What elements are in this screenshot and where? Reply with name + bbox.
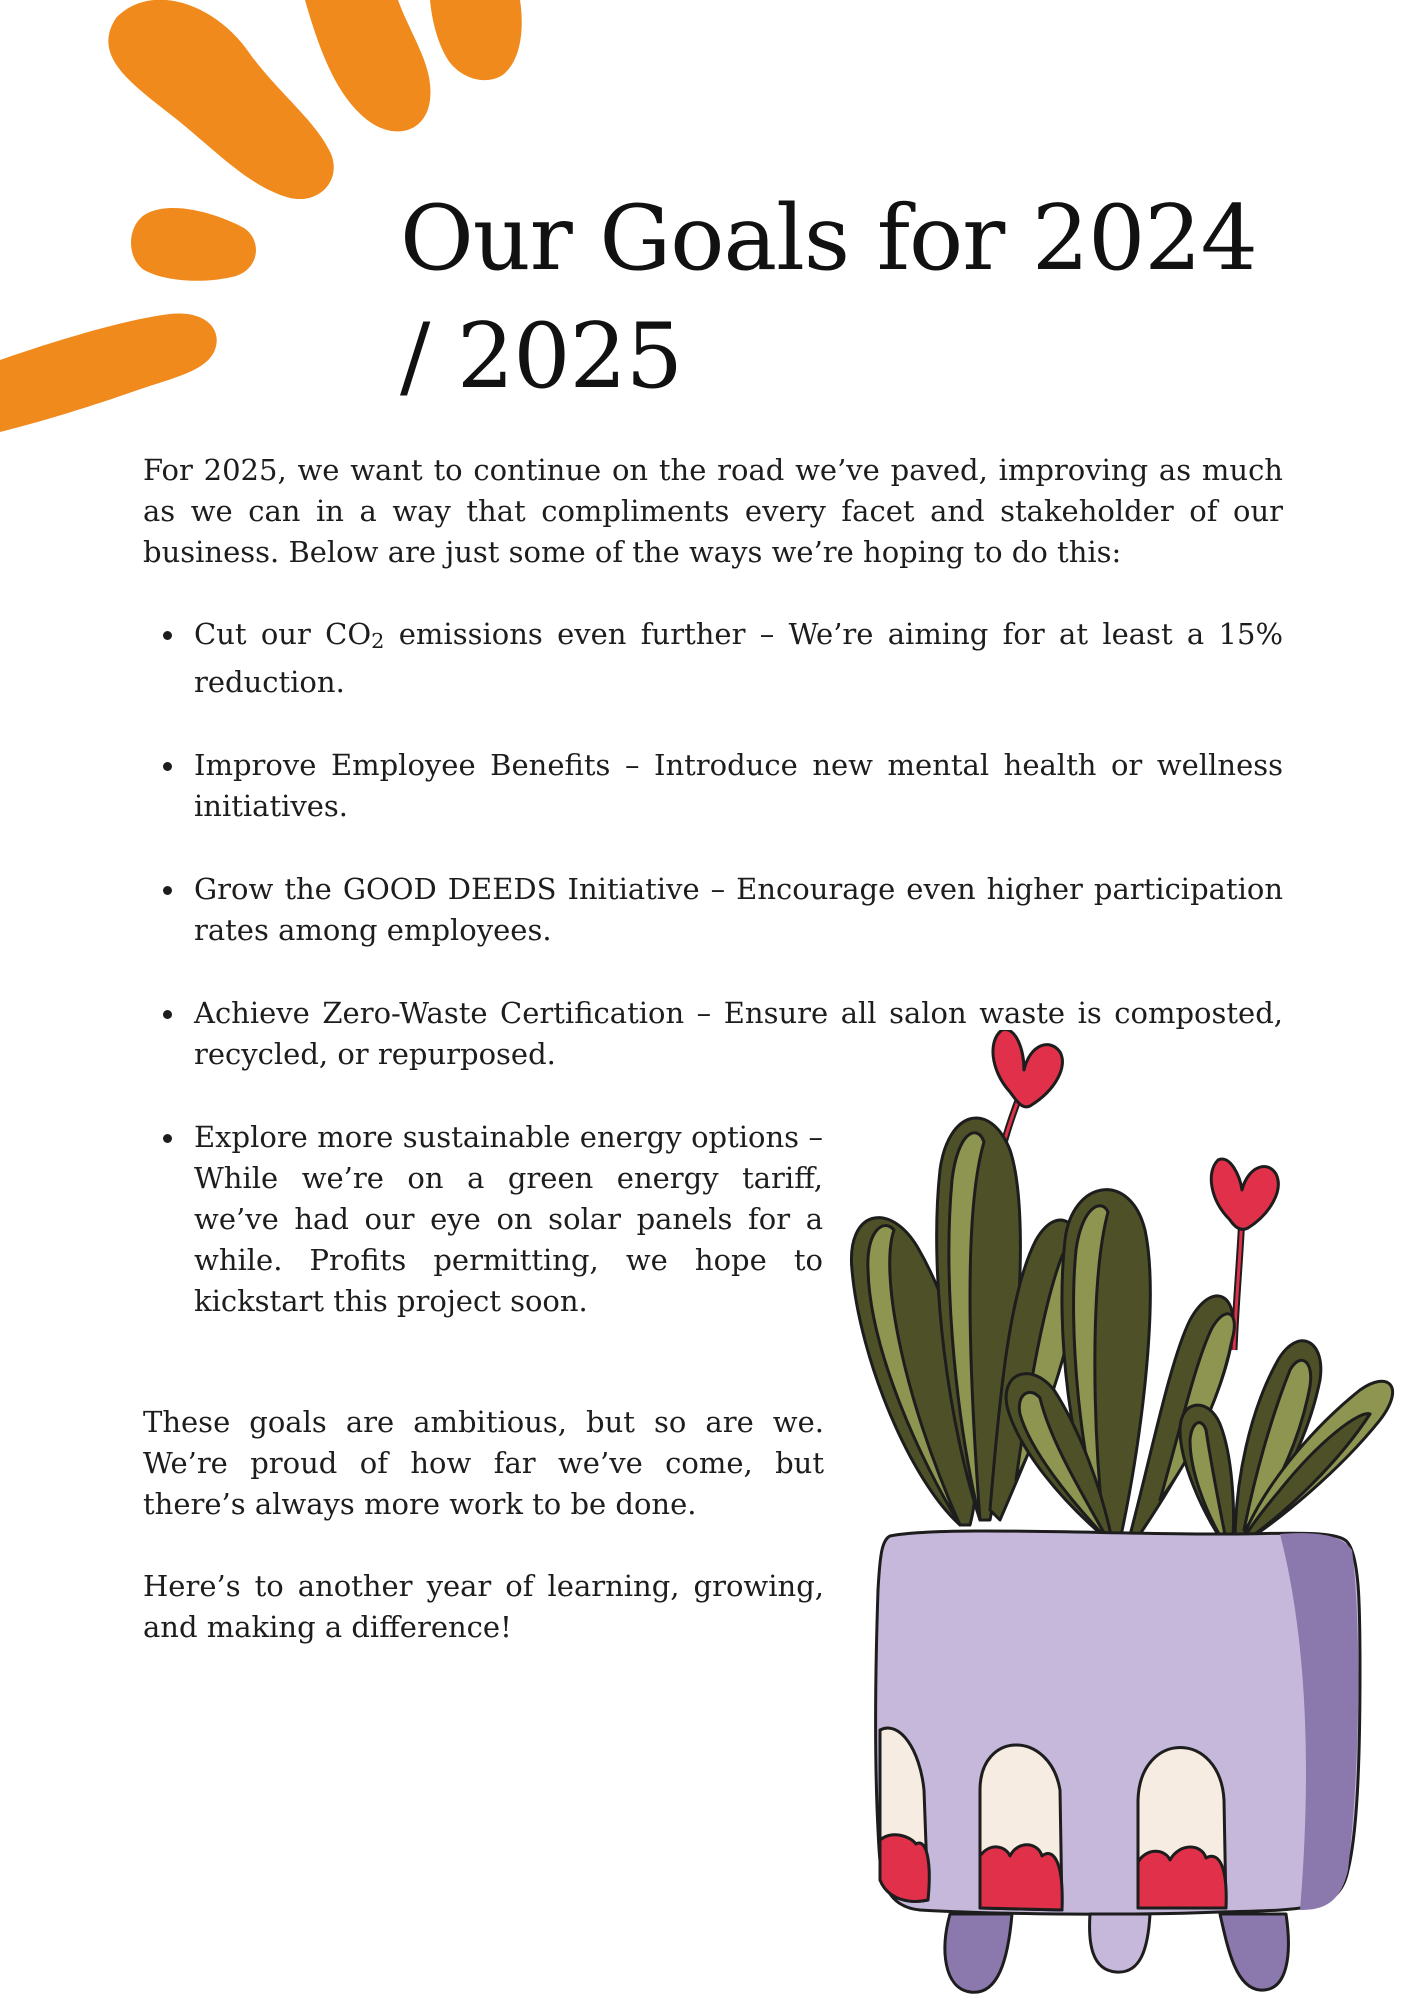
goal-label: Achieve Zero-Waste Certification	[194, 995, 685, 1030]
tulip-flower	[1211, 1159, 1278, 1229]
pot-scallop	[1138, 1847, 1226, 1908]
page-title: Our Goals for 2024 / 2025	[400, 186, 1257, 409]
goal-text: Introduce new mental health or wellness initiatives.	[194, 747, 1283, 823]
pot-scallop	[880, 1835, 929, 1902]
goal-text: Ensure all salon waste is composted, recycled, or repurposed.	[194, 995, 1283, 1071]
pot-scallop	[980, 1845, 1062, 1910]
tulip-flower	[993, 1030, 1062, 1107]
goal-separator: –	[699, 871, 737, 906]
goal-separator: –	[799, 1119, 823, 1154]
goal-label: Grow the GOOD DEEDS Initiative	[194, 871, 700, 906]
pot-foot	[1090, 1914, 1150, 1972]
closing-paragraph: Here’s to another year of learning, growing, and making a difference!	[143, 1569, 824, 1644]
brush-stroke	[0, 313, 217, 432]
brush-stroke	[305, 0, 430, 131]
closing-paragraph: These goals are ambitious, but so are we. We’re proud of how far we’ve come, but there’s always more work to be done.	[143, 1405, 824, 1521]
brush-stroke	[430, 0, 522, 80]
brush-stroke	[108, 0, 333, 199]
goal-item	[143, 869, 1283, 951]
goal-label: Explore more sustainable energy options	[194, 1119, 800, 1154]
goal-item	[143, 745, 1283, 827]
goal-item	[143, 1117, 823, 1322]
goal-separator: –	[610, 747, 655, 782]
goal-text: We’re aiming for at least a 15% reduction.	[194, 617, 1283, 699]
goal-label: Cut our $CO_2$ emissions even further	[194, 617, 746, 653]
intro-paragraph: For 2025, we want to continue on the road we’ve paved, improving as much as we can in a way that compliments every facet and stakeholder of our business. Below are just some of the ways we’re hoping to do this:	[143, 453, 1283, 569]
goal-item	[143, 614, 1283, 703]
pot-foot	[945, 1914, 1012, 1992]
goal-separator: –	[745, 617, 789, 651]
brush-stroke	[131, 208, 256, 281]
goal-label: Improve Employee Benefits	[194, 747, 611, 782]
pot-foot	[1220, 1914, 1288, 1990]
goal-text: Encourage even higher participation rates among employees.	[194, 871, 1283, 947]
potted-plant-illustration	[840, 1030, 1400, 2000]
goal-text: While we’re on a green energy tariff, we’ve had our eye on solar panels for a while. Profits permitting, we hope to kickstart this project soon.	[194, 1160, 823, 1318]
plant-pot	[876, 1531, 1360, 1914]
goal-separator: –	[684, 995, 724, 1030]
